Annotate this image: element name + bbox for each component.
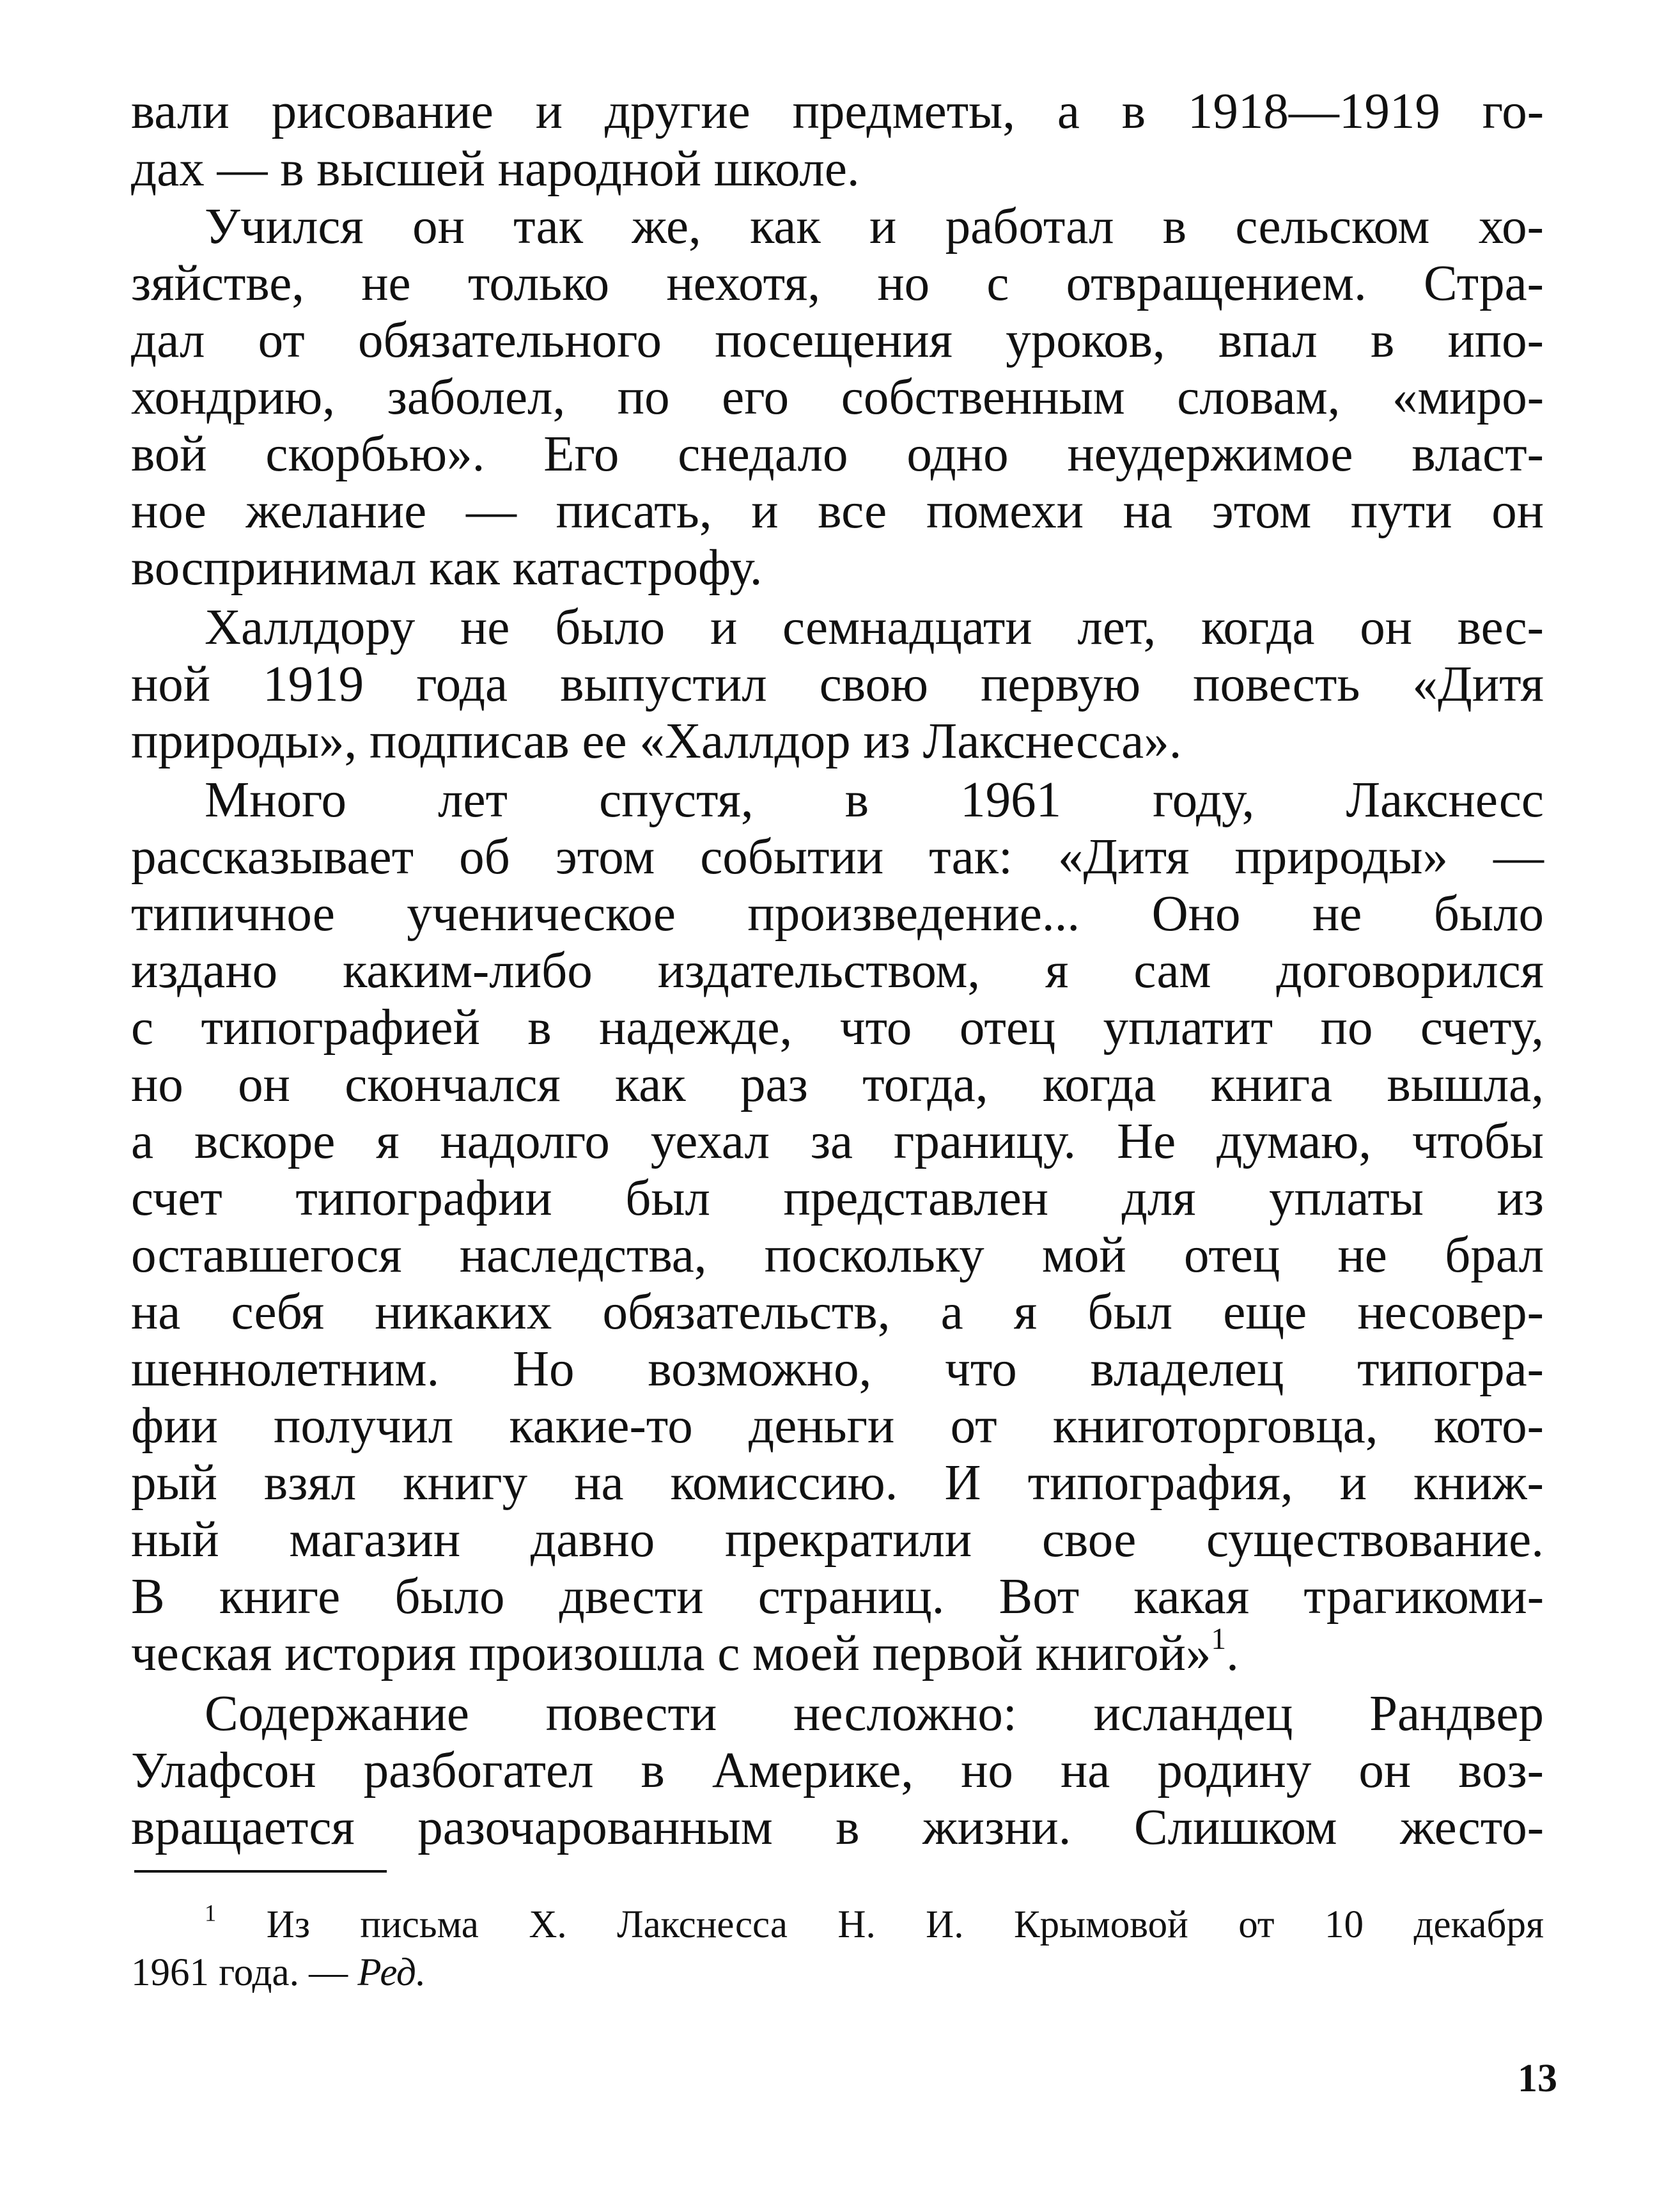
footnote-editor-note: Ред. (357, 1951, 426, 1994)
text-line (131, 1622, 1544, 1683)
text-line: оставшегося наследства, поскольку мой отец не брал (131, 1228, 1544, 1283)
footnote-text: 1961 года. — (131, 1951, 348, 1994)
page-number: 13 (1518, 2057, 1557, 2100)
text-line: ный магазин давно прекратили свое существование. (131, 1512, 1544, 1568)
text-line: рый взял книгу на комиссию. И типография, и книж- (131, 1455, 1544, 1511)
footnote-marker: 1 (205, 1899, 217, 1926)
text-line: Халлдору не было и семнадцати лет, когда он вес- (205, 600, 1544, 655)
footnote-text: Из письма Х. Лакснесса Н. И. Крымовой от 10 декабря (266, 1903, 1544, 1946)
text-line: шеннолетним. Но возможно, что владелец типогра- (131, 1341, 1544, 1397)
text-line: Много лет спустя, в 1961 году, Лакснесс (205, 772, 1544, 828)
text-line: но он скончался как раз тогда, когда книга вышла, (131, 1057, 1544, 1112)
text-line: с типографией в надежде, что отец уплатит по счету, (131, 1000, 1544, 1056)
footnote-reference[interactable]: 1 (1211, 1622, 1227, 1656)
footnote-line (205, 1899, 1544, 1948)
text-line: Учился он так же, как и работал в сельском хо- (205, 199, 1544, 254)
text-line: вали рисование и другие предметы, а в 1918—1919 го- (131, 84, 1544, 139)
text-line: В книге было двести страниц. Вот какая трагикоми- (131, 1569, 1544, 1625)
text-line: природы», подписав ее «Халлдор из Лакснесса». (131, 714, 1182, 769)
footnote-line (131, 1950, 1544, 1996)
text-line: фии получил какие-то деньги от книготорговца, кото- (131, 1398, 1544, 1454)
footnote-divider (134, 1870, 387, 1873)
text-line: счет типографии был представлен для уплаты из (131, 1171, 1544, 1226)
text-line: воспринимал как катастрофу. (131, 540, 763, 596)
text-line: дал от обязательного посещения уроков, впал в ипо- (131, 313, 1544, 368)
text-line: зяйстве, не только нехотя, но с отвращением. Стра- (131, 256, 1544, 311)
text-line-content: ческая история произошла с моей первой книгой» (131, 1626, 1211, 1681)
text-line: Улафсон разбогател в Америке, но на родину он воз- (131, 1743, 1544, 1798)
text-line: на себя никаких обязательств, а я был еще несовер- (131, 1284, 1544, 1340)
text-line: вой скорбью». Его снедало одно неудержимое власт- (131, 426, 1544, 482)
text-line: а вскоре я надолго уехал за границу. Не думаю, чтобы (131, 1114, 1544, 1169)
text-line: ной 1919 года выпустил свою первую повесть «Дитя (131, 657, 1544, 712)
text-line: типичное ученическое произведение... Оно не было (131, 886, 1544, 942)
text-line: хондрию, заболел, по его собственным словам, «миро- (131, 370, 1544, 425)
text-line: издано каким-либо издательством, я сам договорился (131, 943, 1544, 999)
text-line: Содержание повести несложно: исландец Рандвер (205, 1686, 1544, 1742)
text-line: вращается разочарованным в жизни. Слишком жесто- (131, 1800, 1544, 1855)
text-line: дах — в высшей народной школе. (131, 141, 860, 197)
period: . (1226, 1626, 1239, 1681)
text-line: ное желание — писать, и все помехи на этом пути он (131, 483, 1544, 539)
text-line: рассказывает об этом событии так: «Дитя природы» — (131, 829, 1544, 885)
